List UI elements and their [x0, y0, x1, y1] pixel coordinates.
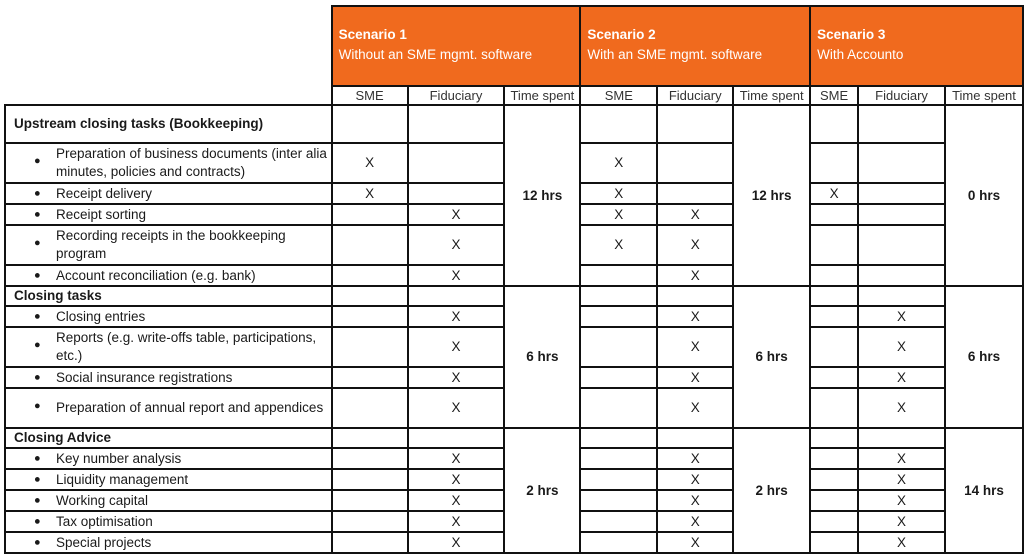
section-title: Closing tasks: [5, 286, 332, 306]
mark-cell: X: [657, 327, 733, 367]
bullet-icon: ●: [34, 208, 41, 221]
task-row-label: [5, 367, 332, 388]
mark-cell: [810, 428, 858, 448]
mark-cell: [657, 428, 733, 448]
task-label: Key number analysis: [56, 450, 182, 466]
header-corner: [5, 6, 332, 86]
mark-cell: X: [657, 306, 733, 327]
mark-cell: [858, 143, 945, 183]
task-row-label: [5, 448, 332, 469]
scenario-subtitle: With an SME mgmt. software: [587, 46, 763, 62]
task-label: Recording receipts in the bookkeeping program: [56, 228, 286, 262]
mark-cell: X: [810, 183, 858, 204]
mark-cell: [810, 286, 858, 306]
mark-cell: [858, 265, 945, 286]
mark-cell: X: [408, 448, 505, 469]
mark-cell: [580, 511, 657, 532]
mark-cell: [810, 490, 858, 511]
mark-cell: X: [858, 490, 945, 511]
task-row-label: [5, 327, 332, 367]
task-row-label: [5, 265, 332, 286]
col-header-fiduciary: Fiduciary: [408, 86, 505, 105]
mark-cell: X: [408, 469, 505, 490]
mark-cell: [332, 532, 408, 553]
scenario-header-1: [332, 6, 581, 86]
task-row-label: [5, 225, 332, 265]
bullet-icon: ●: [34, 155, 41, 168]
scenario-subtitle: Without an SME mgmt. software: [338, 46, 533, 62]
task-row-label: [5, 469, 332, 490]
mark-cell: X: [408, 532, 505, 553]
mark-cell: X: [858, 448, 945, 469]
col-header-fiduciary: Fiduciary: [657, 86, 733, 105]
mark-cell: [810, 143, 858, 183]
scenario-subtitle: With Accounto: [817, 46, 904, 62]
bullet-icon: ●: [34, 269, 41, 282]
task-row-label: [5, 532, 332, 553]
col-header-sme: SME: [810, 86, 858, 105]
mark-cell: [580, 105, 657, 143]
mark-cell: X: [657, 511, 733, 532]
mark-cell: X: [657, 225, 733, 265]
mark-cell: [810, 265, 858, 286]
scenario-header-2: [580, 6, 810, 86]
mark-cell: [858, 286, 945, 306]
mark-cell: X: [580, 183, 657, 204]
mark-cell: [580, 469, 657, 490]
task-label: Closing entries: [56, 308, 146, 324]
mark-cell: X: [657, 388, 733, 428]
mark-cell: [332, 469, 408, 490]
mark-cell: [580, 388, 657, 428]
bullet-icon: ●: [34, 237, 41, 250]
mark-cell: [408, 286, 505, 306]
task-row-label: [5, 490, 332, 511]
col-header-fiduciary: Fiduciary: [858, 86, 945, 105]
mark-cell: X: [657, 204, 733, 225]
scenario-comparison-table: [4, 5, 1024, 554]
mark-cell: [657, 105, 733, 143]
mark-cell: [657, 286, 733, 306]
col-header-time-spent: Time spent: [504, 86, 580, 105]
mark-cell: X: [408, 367, 505, 388]
bullet-icon: ●: [34, 473, 41, 486]
section-title: Upstream closing tasks (Bookkeeping): [5, 105, 332, 143]
task-row-label: [5, 511, 332, 532]
time-spent-value: 12 hrs: [504, 105, 580, 286]
mark-cell: [810, 448, 858, 469]
mark-cell: [332, 388, 408, 428]
mark-cell: X: [657, 532, 733, 553]
time-spent-value: 0 hrs: [945, 105, 1023, 286]
bullet-icon: ●: [34, 310, 41, 323]
bullet-icon: ●: [34, 515, 41, 528]
mark-cell: X: [408, 511, 505, 532]
mark-cell: X: [858, 327, 945, 367]
task-row-label: [5, 306, 332, 327]
mark-cell: [810, 105, 858, 143]
mark-cell: X: [657, 469, 733, 490]
mark-cell: [580, 265, 657, 286]
section-title: Closing Advice: [5, 428, 332, 448]
mark-cell: [580, 286, 657, 306]
col-header-sme: SME: [332, 86, 408, 105]
mark-cell: X: [408, 265, 505, 286]
mark-cell: [810, 204, 858, 225]
mark-cell: X: [657, 448, 733, 469]
mark-cell: [858, 105, 945, 143]
mark-cell: [657, 143, 733, 183]
mark-cell: [332, 265, 408, 286]
mark-cell: X: [408, 327, 505, 367]
col-header-sme: SME: [580, 86, 657, 105]
task-label: Special projects: [56, 534, 152, 550]
mark-cell: X: [657, 265, 733, 286]
mark-cell: X: [408, 388, 505, 428]
mark-cell: [810, 306, 858, 327]
scenario-title: Scenario 2: [587, 27, 656, 42]
mark-cell: [810, 469, 858, 490]
mark-cell: X: [580, 225, 657, 265]
mark-cell: X: [858, 469, 945, 490]
bullet-icon: ●: [34, 187, 41, 200]
mark-cell: [580, 532, 657, 553]
mark-cell: [332, 105, 408, 143]
mark-cell: [408, 183, 505, 204]
bullet-icon: ●: [34, 536, 41, 549]
time-spent-value: 6 hrs: [504, 286, 580, 428]
task-row-label: [5, 183, 332, 204]
subheader-corner: [5, 86, 332, 105]
scenario-header-3: [810, 6, 1023, 86]
col-header-time-spent: Time spent: [733, 86, 810, 105]
bullet-icon: ●: [34, 339, 41, 352]
col-header-time-spent: Time spent: [945, 86, 1023, 105]
task-label: Preparation of annual report and appendices: [56, 400, 324, 416]
mark-cell: [657, 183, 733, 204]
time-spent-value: 2 hrs: [504, 428, 580, 553]
mark-cell: [810, 225, 858, 265]
mark-cell: X: [858, 388, 945, 428]
task-row-label: [5, 388, 332, 428]
task-label: Liquidity management: [56, 471, 189, 487]
mark-cell: X: [580, 143, 657, 183]
mark-cell: [858, 183, 945, 204]
task-label: Social insurance registrations: [56, 369, 233, 385]
mark-cell: [332, 327, 408, 367]
mark-cell: [858, 225, 945, 265]
time-spent-value: 6 hrs: [945, 286, 1023, 428]
scenario-title: Scenario 3: [817, 27, 886, 42]
bullet-icon: ●: [34, 400, 41, 413]
mark-cell: [332, 428, 408, 448]
mark-cell: [332, 490, 408, 511]
mark-cell: [580, 306, 657, 327]
mark-cell: X: [858, 532, 945, 553]
time-spent-value: 14 hrs: [945, 428, 1023, 553]
mark-cell: X: [408, 225, 505, 265]
task-label: Receipt delivery: [56, 185, 153, 201]
bullet-icon: ●: [34, 494, 41, 507]
mark-cell: [408, 105, 505, 143]
time-spent-value: 6 hrs: [733, 286, 810, 428]
mark-cell: X: [408, 306, 505, 327]
table-body: [5, 6, 1023, 553]
mark-cell: [858, 428, 945, 448]
mark-cell: X: [408, 204, 505, 225]
mark-cell: X: [858, 367, 945, 388]
task-label: Receipt sorting: [56, 206, 147, 222]
mark-cell: [332, 448, 408, 469]
mark-cell: [810, 388, 858, 428]
time-spent-value: 12 hrs: [733, 105, 810, 286]
mark-cell: [332, 225, 408, 265]
mark-cell: X: [858, 511, 945, 532]
mark-cell: [332, 367, 408, 388]
bullet-icon: ●: [34, 452, 41, 465]
mark-cell: [408, 428, 505, 448]
mark-cell: [580, 448, 657, 469]
mark-cell: [580, 367, 657, 388]
mark-cell: [810, 532, 858, 553]
mark-cell: [810, 511, 858, 532]
mark-cell: [332, 306, 408, 327]
mark-cell: X: [657, 490, 733, 511]
task-label: Preparation of business documents (inter alia minutes, policies and contracts): [56, 146, 327, 180]
mark-cell: X: [858, 306, 945, 327]
mark-cell: [332, 204, 408, 225]
mark-cell: [580, 428, 657, 448]
mark-cell: X: [657, 367, 733, 388]
task-label: Account reconciliation (e.g. bank): [56, 267, 256, 283]
mark-cell: [332, 511, 408, 532]
mark-cell: [408, 143, 505, 183]
mark-cell: [580, 327, 657, 367]
mark-cell: [810, 367, 858, 388]
time-spent-value: 2 hrs: [733, 428, 810, 553]
task-label: Working capital: [56, 492, 149, 508]
task-label: Reports (e.g. write-offs table, participations, etc.): [56, 330, 317, 364]
task-label: Tax optimisation: [56, 513, 153, 529]
mark-cell: X: [580, 204, 657, 225]
bullet-icon: ●: [34, 371, 41, 384]
mark-cell: X: [408, 490, 505, 511]
mark-cell: [580, 490, 657, 511]
mark-cell: X: [332, 143, 408, 183]
mark-cell: [332, 286, 408, 306]
mark-cell: X: [332, 183, 408, 204]
mark-cell: [858, 204, 945, 225]
mark-cell: [810, 327, 858, 367]
task-row-label: [5, 204, 332, 225]
task-row-label: [5, 143, 332, 183]
scenario-title: Scenario 1: [338, 27, 407, 42]
